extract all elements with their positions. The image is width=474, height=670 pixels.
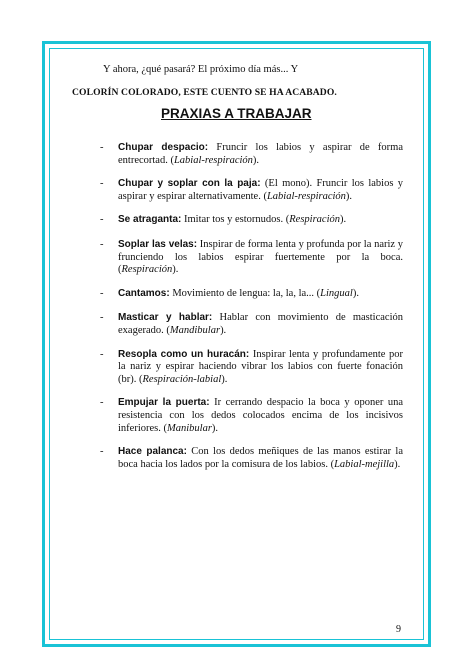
story-closing: COLORÍN COLORADO, ESTE CUENTO SE HA ACABADO. xyxy=(72,87,337,98)
praxia-title: Cantamos: xyxy=(118,287,170,299)
praxia-item: - Resopla como un huracán: Inspirar lenta y profundamente por la nariz y espirar haciendo vibrar los labios con fuerte fonación (br). (Respiración-labial). xyxy=(100,348,404,385)
list-dash: - xyxy=(100,238,104,250)
praxia-title: Chupar despacio: xyxy=(118,142,209,153)
praxia-description: Ir cerrando despacio la boca y oponer una resistencia con los dedos colocados encima de los incisivos inferiores. ( xyxy=(118,397,404,434)
praxia-description: Imitar tos y estornudos. ( xyxy=(183,214,290,226)
praxia-item: - Chupar despacio: Fruncir los labios y aspirar de forma entrecortad. (Labial-respiración). xyxy=(100,142,404,166)
praxia-type: Respiración xyxy=(121,264,173,276)
praxia-type: Labial-mejilla xyxy=(334,458,395,470)
praxia-title: Hace palanca: xyxy=(118,446,187,458)
praxia-title: Masticar y hablar: xyxy=(118,312,213,324)
praxia-description: Con los dedos meñiques de las manos estirar la boca hacia los lados por la comisura de los labios. ( xyxy=(118,446,403,470)
intro-line: Y ahora, ¿qué pasará? El próximo día más... Y xyxy=(103,64,299,75)
praxia-description: Fruncir los labios y aspirar de forma entrecortad. ( xyxy=(118,142,404,166)
praxia-item: - Masticar y hablar: Hablar con movimiento de masticación exagerado. (Mandibular). xyxy=(100,312,403,336)
praxia-item: - Chupar y soplar con la paja: (El mono). Fruncir los labios y aspirar y espirar alternativamente. (Labial-respiración). xyxy=(100,178,404,202)
praxia-description: (El mono). Fruncir los labios y aspirar y espirar alternativamente. ( xyxy=(118,178,404,202)
list-dash: - xyxy=(100,446,104,458)
list-dash: - xyxy=(100,142,104,153)
praxia-type: Mandibular xyxy=(169,324,221,336)
praxia-type: Labial-respiración xyxy=(266,190,346,202)
praxia-title: Se atraganta: xyxy=(118,214,182,226)
praxia-description: Inspirar de forma lenta y profunda por la nariz y frunciendo los labios espirar fuertemente por la boca. ( xyxy=(118,238,404,276)
praxia-type: Lingual xyxy=(320,287,353,299)
praxia-title: Empujar la puerta: xyxy=(118,397,210,409)
praxia-item: - Cantamos: Movimiento de lengua: la, la, la... (Lingual). xyxy=(100,287,359,299)
praxia-description: Movimiento de lengua: la, la, la... ( xyxy=(172,287,321,299)
praxia-type: Labial-respiración xyxy=(173,154,253,166)
list-dash: - xyxy=(100,348,104,360)
section-heading: PRAXIAS A TRABAJAR xyxy=(161,106,312,121)
praxia-type: Respiración xyxy=(289,214,341,226)
praxia-title: Resopla como un huracán: xyxy=(118,348,250,360)
praxia-item: - Hace palanca: Con los dedos meñiques de las manos estirar la boca hacia los lados por la comisura de los labios. (Labial-mejilla). xyxy=(100,446,403,470)
list-dash: - xyxy=(100,287,104,299)
praxia-item: - Empujar la puerta: Ir cerrando despacio la boca y oponer una resistencia con los dedos colocados encima de los incisivos inferiores. (Manibular). xyxy=(100,397,404,434)
praxias-list xyxy=(100,142,403,471)
praxia-item: - Soplar las velas: Inspirar de forma lenta y profunda por la nariz y frunciendo los labios espirar fuertemente por la boca. (Respiración). xyxy=(100,238,404,276)
praxia-description: Inspirar lenta y profundamente por la nariz y espirar haciendo vibrar los labios con fuerte fonación (br). ( xyxy=(118,348,404,385)
page-number: 9 xyxy=(396,624,401,635)
list-dash: - xyxy=(100,397,104,409)
praxia-title: Chupar y soplar con la paja: xyxy=(118,178,261,190)
praxia-title: Soplar las velas: xyxy=(118,238,198,250)
praxia-type: Respiración-labial xyxy=(142,373,222,385)
praxia-item: - Se atraganta: Imitar tos y estornudos. (Respiración). xyxy=(100,214,347,226)
praxia-type: Manibular xyxy=(166,422,212,434)
list-dash: - xyxy=(100,214,104,226)
list-dash: - xyxy=(100,312,104,324)
praxia-description: Hablar con movimiento de masticación exagerado. ( xyxy=(118,312,403,336)
list-dash: - xyxy=(100,178,104,190)
